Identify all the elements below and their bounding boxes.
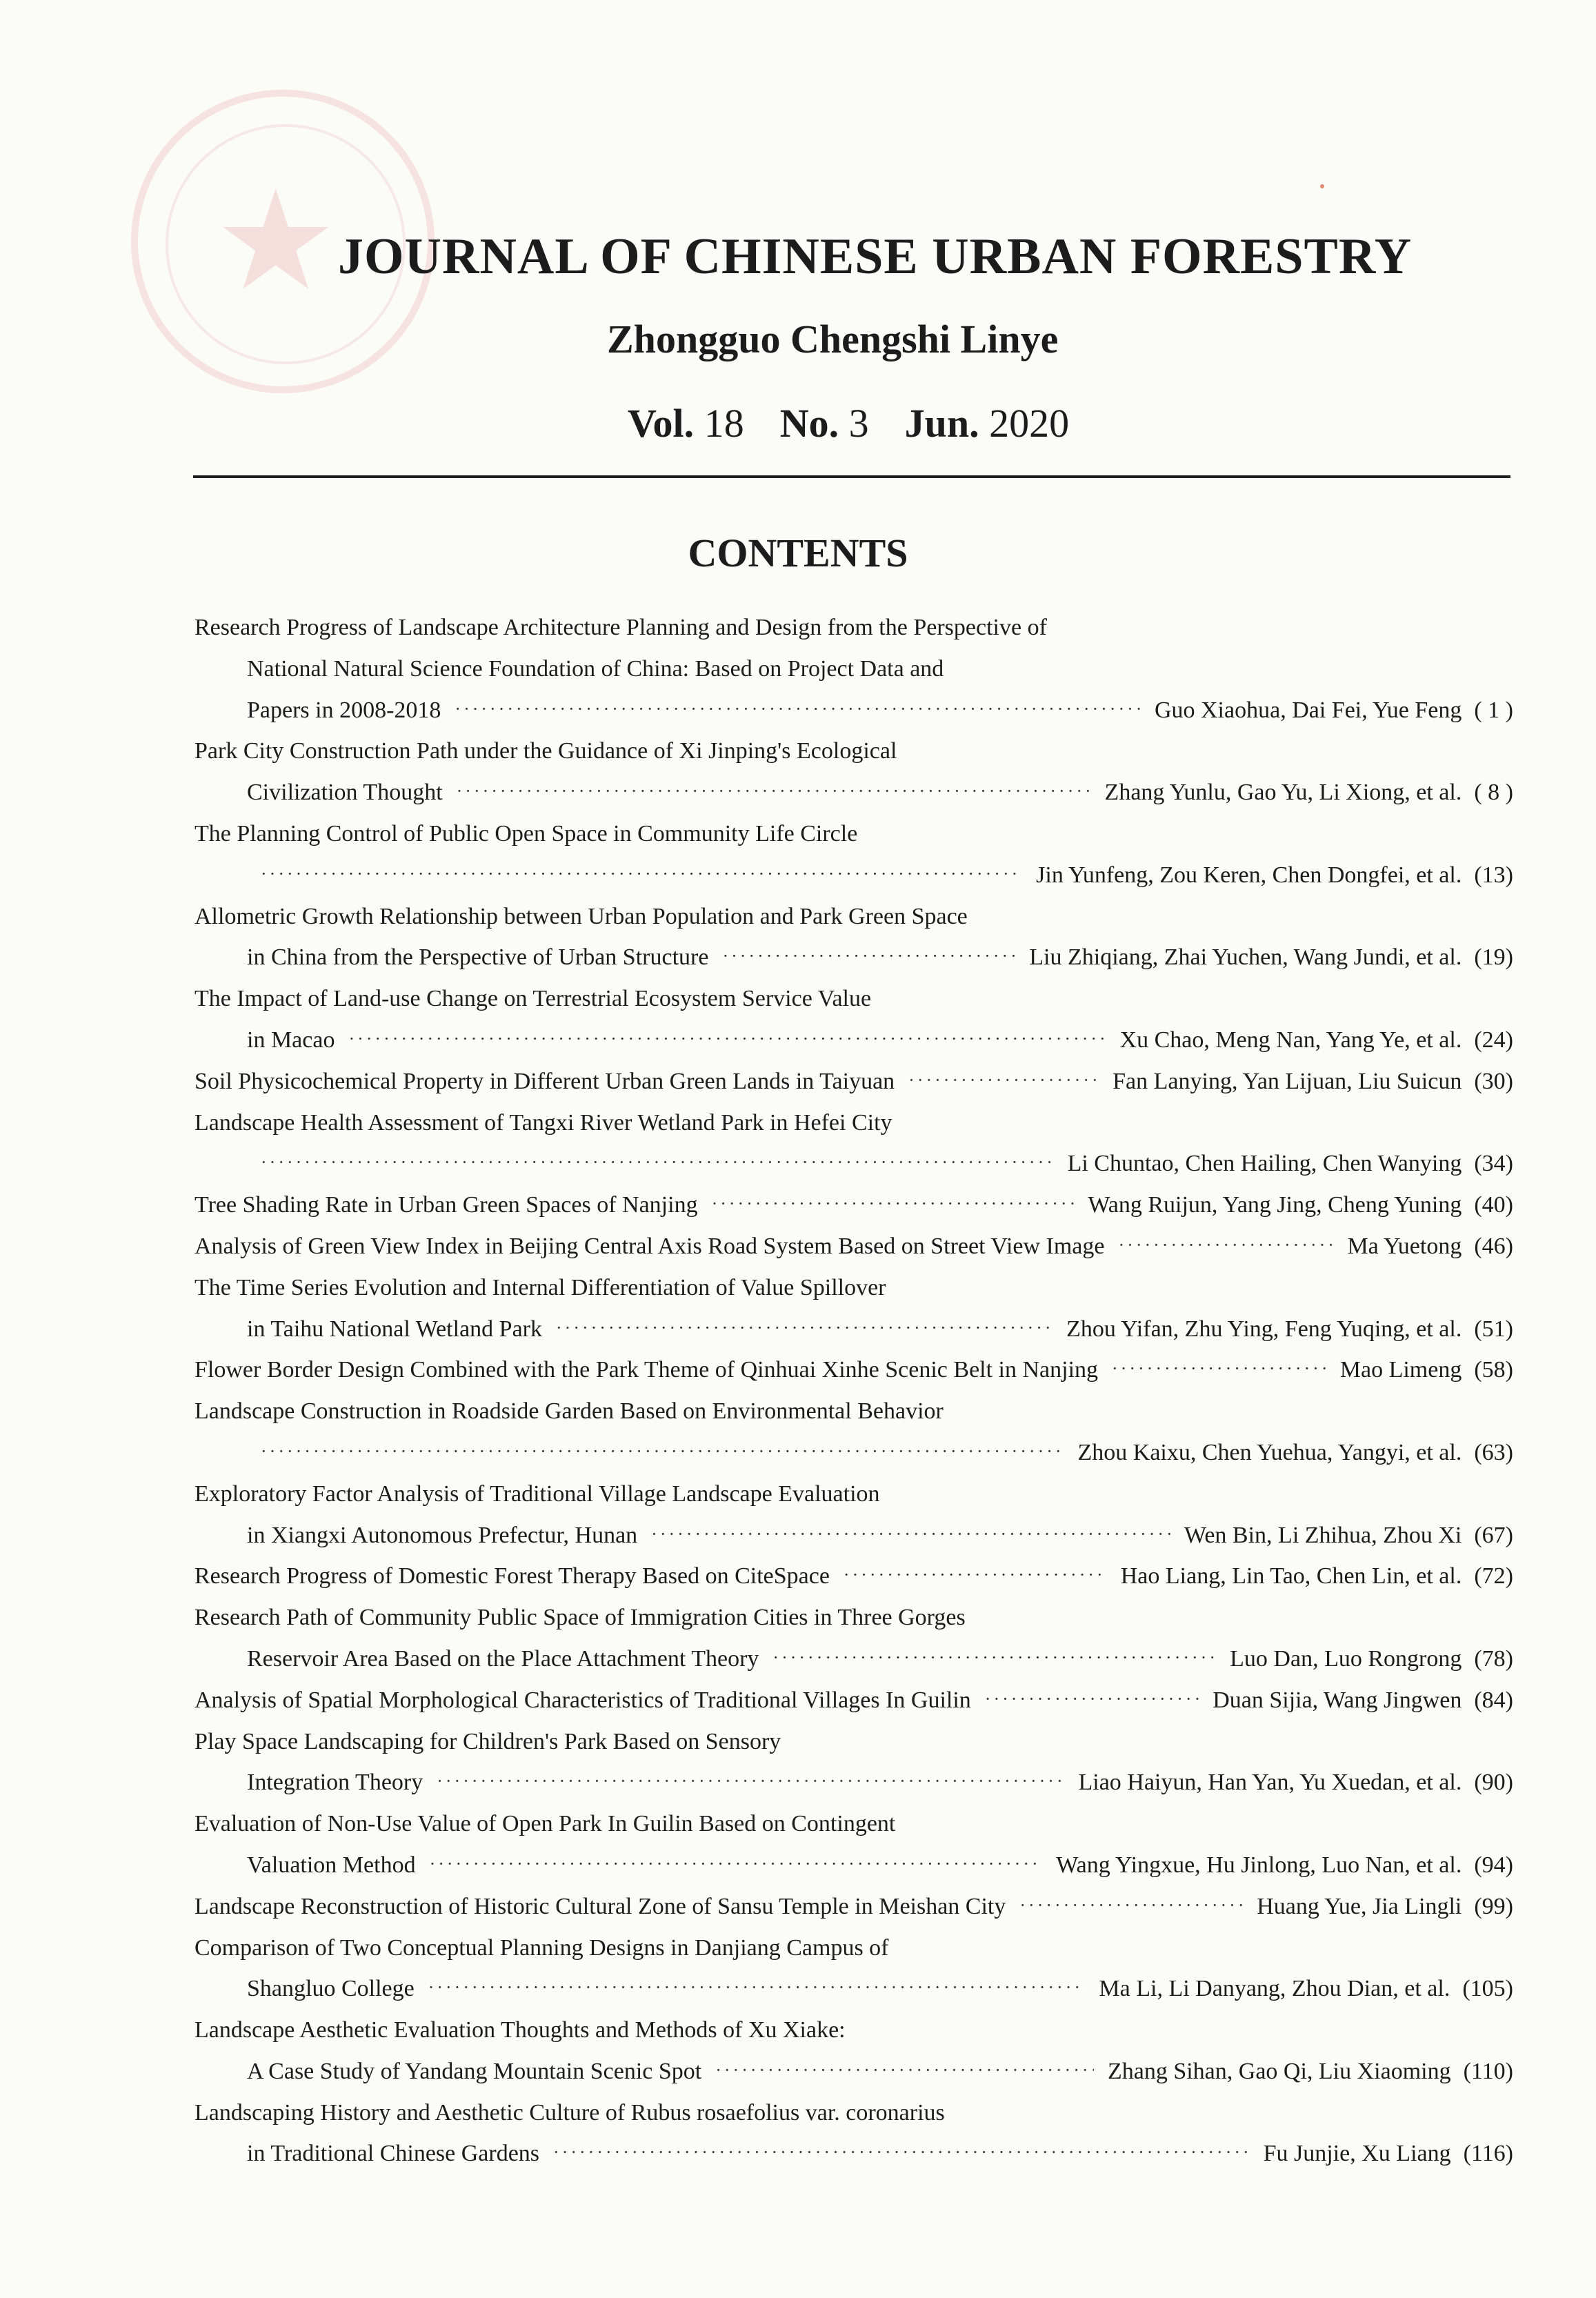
toc-entry-final-line: [194, 1143, 1513, 1185]
volume-value: 18: [704, 401, 744, 446]
article-authors: Hao Liang, Lin Tao, Chen Lin, et al.: [1120, 1563, 1462, 1589]
toc-entry: [194, 1597, 1513, 1680]
toc-entry-title-line: [194, 1803, 1513, 1845]
toc-entry-final-line: [194, 690, 1513, 731]
toc-entry-title-line: [194, 1597, 1513, 1638]
toc-entry-title-line: [194, 1102, 1513, 1144]
dot-leader: [428, 1967, 1086, 2008]
toc-entry: [194, 1185, 1513, 1226]
article-authors: Li Chuntao, Chen Hailing, Chen Wanying: [1067, 1151, 1462, 1177]
toc-entry: [194, 1226, 1513, 1267]
page-number: (105): [1462, 1976, 1513, 2002]
page-number: (94): [1474, 1852, 1513, 1878]
page-number: (67): [1474, 1522, 1513, 1548]
dot-leader: [722, 935, 1015, 977]
toc-entry: [194, 1556, 1513, 1597]
toc-entry-title-line: [194, 731, 1513, 772]
dot-leader: [348, 1018, 1106, 1060]
dot-leader: [908, 1060, 1099, 1101]
article-title: The Time Series Evolution and Internal Differentiation of Value Spillover: [194, 1274, 886, 1300]
article-title: Analysis of Spatial Morphological Characteristics of Traditional Villages In Guilin: [194, 1687, 971, 1713]
page-number: (24): [1474, 1027, 1513, 1053]
article-title: Research Progress of Domestic Forest Therapy Based on CiteSpace: [194, 1563, 830, 1589]
page-number: (116): [1463, 2141, 1513, 2167]
article-title: Landscape Construction in Roadside Garden Based on Environmental Behavior: [194, 1398, 944, 1425]
toc-entry: [194, 1721, 1513, 1804]
article-title: in Taihu National Wetland Park: [247, 1316, 542, 1342]
article-authors: Ma Li, Li Danyang, Zhou Dian, et al.: [1099, 1976, 1450, 2002]
article-title: in China from the Perspective of Urban Structure: [247, 944, 709, 971]
toc-entry-final-line: [194, 1226, 1513, 1267]
toc-entry: [194, 1474, 1513, 1556]
star-icon: ★: [214, 161, 338, 321]
article-authors: Fan Lanying, Yan Lijuan, Liu Suicun: [1113, 1068, 1462, 1094]
toc-entry: [194, 1102, 1513, 1185]
toc-entry-final-line: [194, 2133, 1513, 2175]
article-authors: Jin Yunfeng, Zou Keren, Chen Dongfei, et al.: [1036, 862, 1462, 888]
article-title: Civilization Thought: [247, 780, 443, 806]
article-authors: Ma Yuetong: [1347, 1233, 1462, 1259]
toc-entry-final-line: [194, 2051, 1513, 2092]
toc-entry: [194, 2092, 1513, 2175]
article-title: National Natural Science Foundation of China: Based on Project Data and: [247, 655, 944, 682]
toc-entry-final-line: [194, 1020, 1513, 1061]
article-title: A Case Study of Yandang Mountain Scenic Spot: [247, 2058, 702, 2084]
page-number: (99): [1474, 1893, 1513, 1919]
article-authors: Zhou Kaixu, Chen Yuehua, Yangyi, et al.: [1077, 1439, 1462, 1465]
table-of-contents: [194, 607, 1513, 2175]
toc-entry: [194, 607, 1513, 731]
article-title: Landscape Health Assessment of Tangxi River Wetland Park in Hefei City: [194, 1109, 892, 1136]
toc-entry-final-line: [194, 855, 1513, 896]
dot-leader: [556, 1307, 1053, 1349]
article-title: Integration Theory: [247, 1770, 423, 1796]
article-authors: Xu Chao, Meng Nan, Yang Ye, et al.: [1119, 1027, 1462, 1053]
article-authors: Huang Yue, Jia Lingli: [1257, 1893, 1462, 1919]
toc-entry-title-line: [194, 978, 1513, 1020]
article-authors: Wen Bin, Li Zhihua, Zhou Xi: [1184, 1522, 1462, 1548]
toc-entry-title-line: [194, 896, 1513, 938]
article-title: Allometric Growth Relationship between Urban Population and Park Green Space: [194, 903, 968, 929]
volume-label: Vol.: [628, 401, 695, 446]
year-value: 2020: [989, 401, 1070, 446]
article-title: Soil Physicochemical Property in Different Urban Green Lands in Taiyuan: [194, 1068, 895, 1094]
header-divider: [193, 475, 1510, 478]
page-number: ( 8 ): [1474, 780, 1513, 806]
toc-entry-final-line: [194, 772, 1513, 813]
article-authors: Liao Haiyun, Han Yan, Yu Xuedan, et al.: [1078, 1770, 1462, 1796]
toc-entry-title-line: [194, 2010, 1513, 2051]
article-authors: Liu Zhiqiang, Zhai Yuchen, Wang Jundi, et al.: [1029, 944, 1462, 971]
article-authors: Zhou Yifan, Zhu Ying, Feng Yuqing, et al.: [1066, 1316, 1462, 1342]
page-number: (72): [1474, 1563, 1513, 1589]
dot-leader: [1119, 1225, 1334, 1266]
article-title: The Impact of Land-use Change on Terrestrial Ecosystem Service Value: [194, 986, 872, 1012]
page-number: (19): [1474, 944, 1513, 971]
article-authors: Luo Dan, Luo Rongrong: [1230, 1645, 1462, 1672]
article-title: in Macao: [247, 1027, 335, 1053]
article-title: Analysis of Green View Index in Beijing Central Axis Road System Based on Street View Image: [194, 1233, 1105, 1259]
number-value: 3: [848, 401, 869, 446]
article-title: Research Path of Community Public Space of Immigration Cities in Three Gorges: [194, 1605, 966, 1631]
article-title: Comparison of Two Conceptual Planning Designs in Danjiang Campus of: [194, 1934, 889, 1961]
page-number: (63): [1474, 1439, 1513, 1465]
dot-leader: [261, 1142, 1054, 1183]
article-title: Landscape Aesthetic Evaluation Thoughts and Methods of Xu Xiake:: [194, 2017, 846, 2043]
toc-entry: [194, 1349, 1513, 1391]
toc-entry: [194, 2010, 1513, 2092]
dot-leader: [1019, 1885, 1243, 1926]
toc-entry: [194, 813, 1513, 896]
article-title: Research Progress of Landscape Architecture Planning and Design from the Perspective of: [194, 615, 1047, 640]
article-authors: Guo Xiaohua, Dai Fei, Yue Feng: [1154, 697, 1462, 723]
page-number: (78): [1474, 1645, 1513, 1672]
toc-entry-title-line: [194, 1267, 1513, 1309]
toc-entry-final-line: [194, 1845, 1513, 1886]
toc-entry-final-line: [194, 1638, 1513, 1680]
article-authors: Wang Yingxue, Hu Jinlong, Luo Nan, et al.: [1056, 1852, 1462, 1878]
issue-info: [628, 400, 1069, 446]
dot-leader: [844, 1554, 1107, 1596]
toc-entry-final-line: [194, 1349, 1513, 1391]
toc-entry-final-line: [194, 1515, 1513, 1556]
toc-entry-title-line: [194, 607, 1513, 648]
article-authors: Zhang Yunlu, Gao Yu, Li Xiong, et al.: [1104, 780, 1462, 806]
dot-leader: [651, 1514, 1170, 1555]
toc-entry-final-line: [194, 937, 1513, 978]
toc-entry: [194, 1803, 1513, 1886]
dot-leader: [985, 1678, 1199, 1720]
toc-entry: [194, 1886, 1513, 1928]
page-number: (51): [1474, 1316, 1513, 1342]
toc-entry-title-line: [194, 1391, 1513, 1432]
dot-leader: [457, 771, 1091, 812]
article-title: Valuation Method: [247, 1852, 416, 1878]
toc-entry-title-line: [194, 2092, 1513, 2134]
toc-entry: [194, 1061, 1513, 1102]
toc-entry: [194, 978, 1513, 1061]
article-title: Reservoir Area Based on the Place Attachment Theory: [247, 1645, 759, 1672]
article-title: Evaluation of Non-Use Value of Open Park In Guilin Based on Contingent: [194, 1811, 896, 1837]
toc-entry-title-line: [194, 648, 1513, 690]
page-number: (30): [1474, 1068, 1513, 1094]
dot-leader: [437, 1761, 1064, 1802]
article-authors: Mao Limeng: [1339, 1357, 1462, 1383]
article-title: Landscape Reconstruction of Historic Cultural Zone of Sansu Temple in Meishan City: [194, 1893, 1006, 1919]
article-title: Flower Border Design Combined with the Park Theme of Qinhuai Xinhe Scenic Belt in Nanjing: [194, 1357, 1099, 1383]
article-title: in Xiangxi Autonomous Prefectur, Hunan: [247, 1522, 638, 1548]
page-number: ( 1 ): [1474, 697, 1513, 723]
toc-entry-final-line: [194, 1680, 1513, 1721]
article-title: Landscaping History and Aesthetic Culture of Rubus rosaefolius var. coronarius: [194, 2099, 945, 2126]
toc-entry-final-line: [194, 1968, 1513, 2010]
toc-entry-title-line: [194, 1474, 1513, 1515]
dot-leader: [772, 1637, 1216, 1678]
article-authors: Fu Junjie, Xu Liang: [1263, 2141, 1451, 2167]
toc-entry: [194, 896, 1513, 979]
toc-entry: [194, 731, 1513, 813]
article-authors: Zhang Sihan, Gao Qi, Liu Xiaoming: [1107, 2058, 1451, 2084]
toc-entry-final-line: [194, 1432, 1513, 1474]
dot-leader: [455, 689, 1141, 730]
contents-heading: CONTENTS: [688, 531, 908, 575]
page-number: (58): [1474, 1357, 1513, 1383]
article-title: Papers in 2008-2018: [247, 697, 441, 723]
dot-leader: [430, 1843, 1043, 1885]
page-number: (40): [1474, 1192, 1513, 1218]
toc-entry: [194, 1680, 1513, 1721]
toc-entry-final-line: [194, 1185, 1513, 1226]
page-number: (90): [1474, 1770, 1513, 1796]
article-title: Tree Shading Rate in Urban Green Spaces of Nanjing: [194, 1192, 698, 1218]
toc-entry-title-line: [194, 1721, 1513, 1763]
toc-entry-final-line: [194, 1061, 1513, 1102]
page-number: (34): [1474, 1151, 1513, 1177]
article-title: Play Space Landscaping for Children's Park Based on Sensory: [194, 1728, 781, 1754]
toc-entry: [194, 1267, 1513, 1350]
toc-entry-final-line: [194, 1762, 1513, 1803]
number-label: No.: [779, 401, 839, 446]
article-title: Shangluo College: [247, 1976, 415, 2002]
article-authors: Wang Ruijun, Yang Jing, Cheng Yuning: [1088, 1192, 1462, 1218]
page-number: (110): [1463, 2058, 1513, 2084]
page-number: (84): [1474, 1687, 1513, 1713]
article-title: Exploratory Factor Analysis of Traditional Village Landscape Evaluation: [194, 1480, 880, 1507]
dot-leader: [261, 853, 1022, 895]
page-number: (46): [1474, 1233, 1513, 1259]
toc-entry-title-line: [194, 813, 1513, 855]
dot-leader: [553, 2132, 1250, 2173]
dot-leader: [1112, 1348, 1326, 1389]
dot-leader: [261, 1431, 1064, 1472]
month-label: Jun.: [904, 401, 979, 446]
article-title: in Traditional Chinese Gardens: [247, 2141, 540, 2167]
article-authors: Duan Sijia, Wang Jingwen: [1213, 1687, 1462, 1713]
journal-subtitle: Zhongguo Chengshi Linye: [607, 317, 1059, 361]
article-title: The Planning Control of Public Open Space in Community Life Circle: [194, 820, 858, 846]
ink-dot: [1320, 184, 1324, 188]
journal-title: JOURNAL OF CHINESE URBAN FORESTRY: [338, 228, 1413, 285]
toc-entry-final-line: [194, 1556, 1513, 1597]
dot-leader: [715, 2050, 1094, 2091]
page-number: (13): [1474, 862, 1513, 888]
toc-entry: [194, 1391, 1513, 1474]
toc-entry-title-line: [194, 1928, 1513, 1969]
toc-entry-final-line: [194, 1309, 1513, 1350]
article-title: Park City Construction Path under the Guidance of Xi Jinping's Ecological: [194, 738, 897, 764]
toc-entry-final-line: [194, 1886, 1513, 1928]
dot-leader: [712, 1183, 1075, 1225]
toc-entry: [194, 1928, 1513, 2010]
